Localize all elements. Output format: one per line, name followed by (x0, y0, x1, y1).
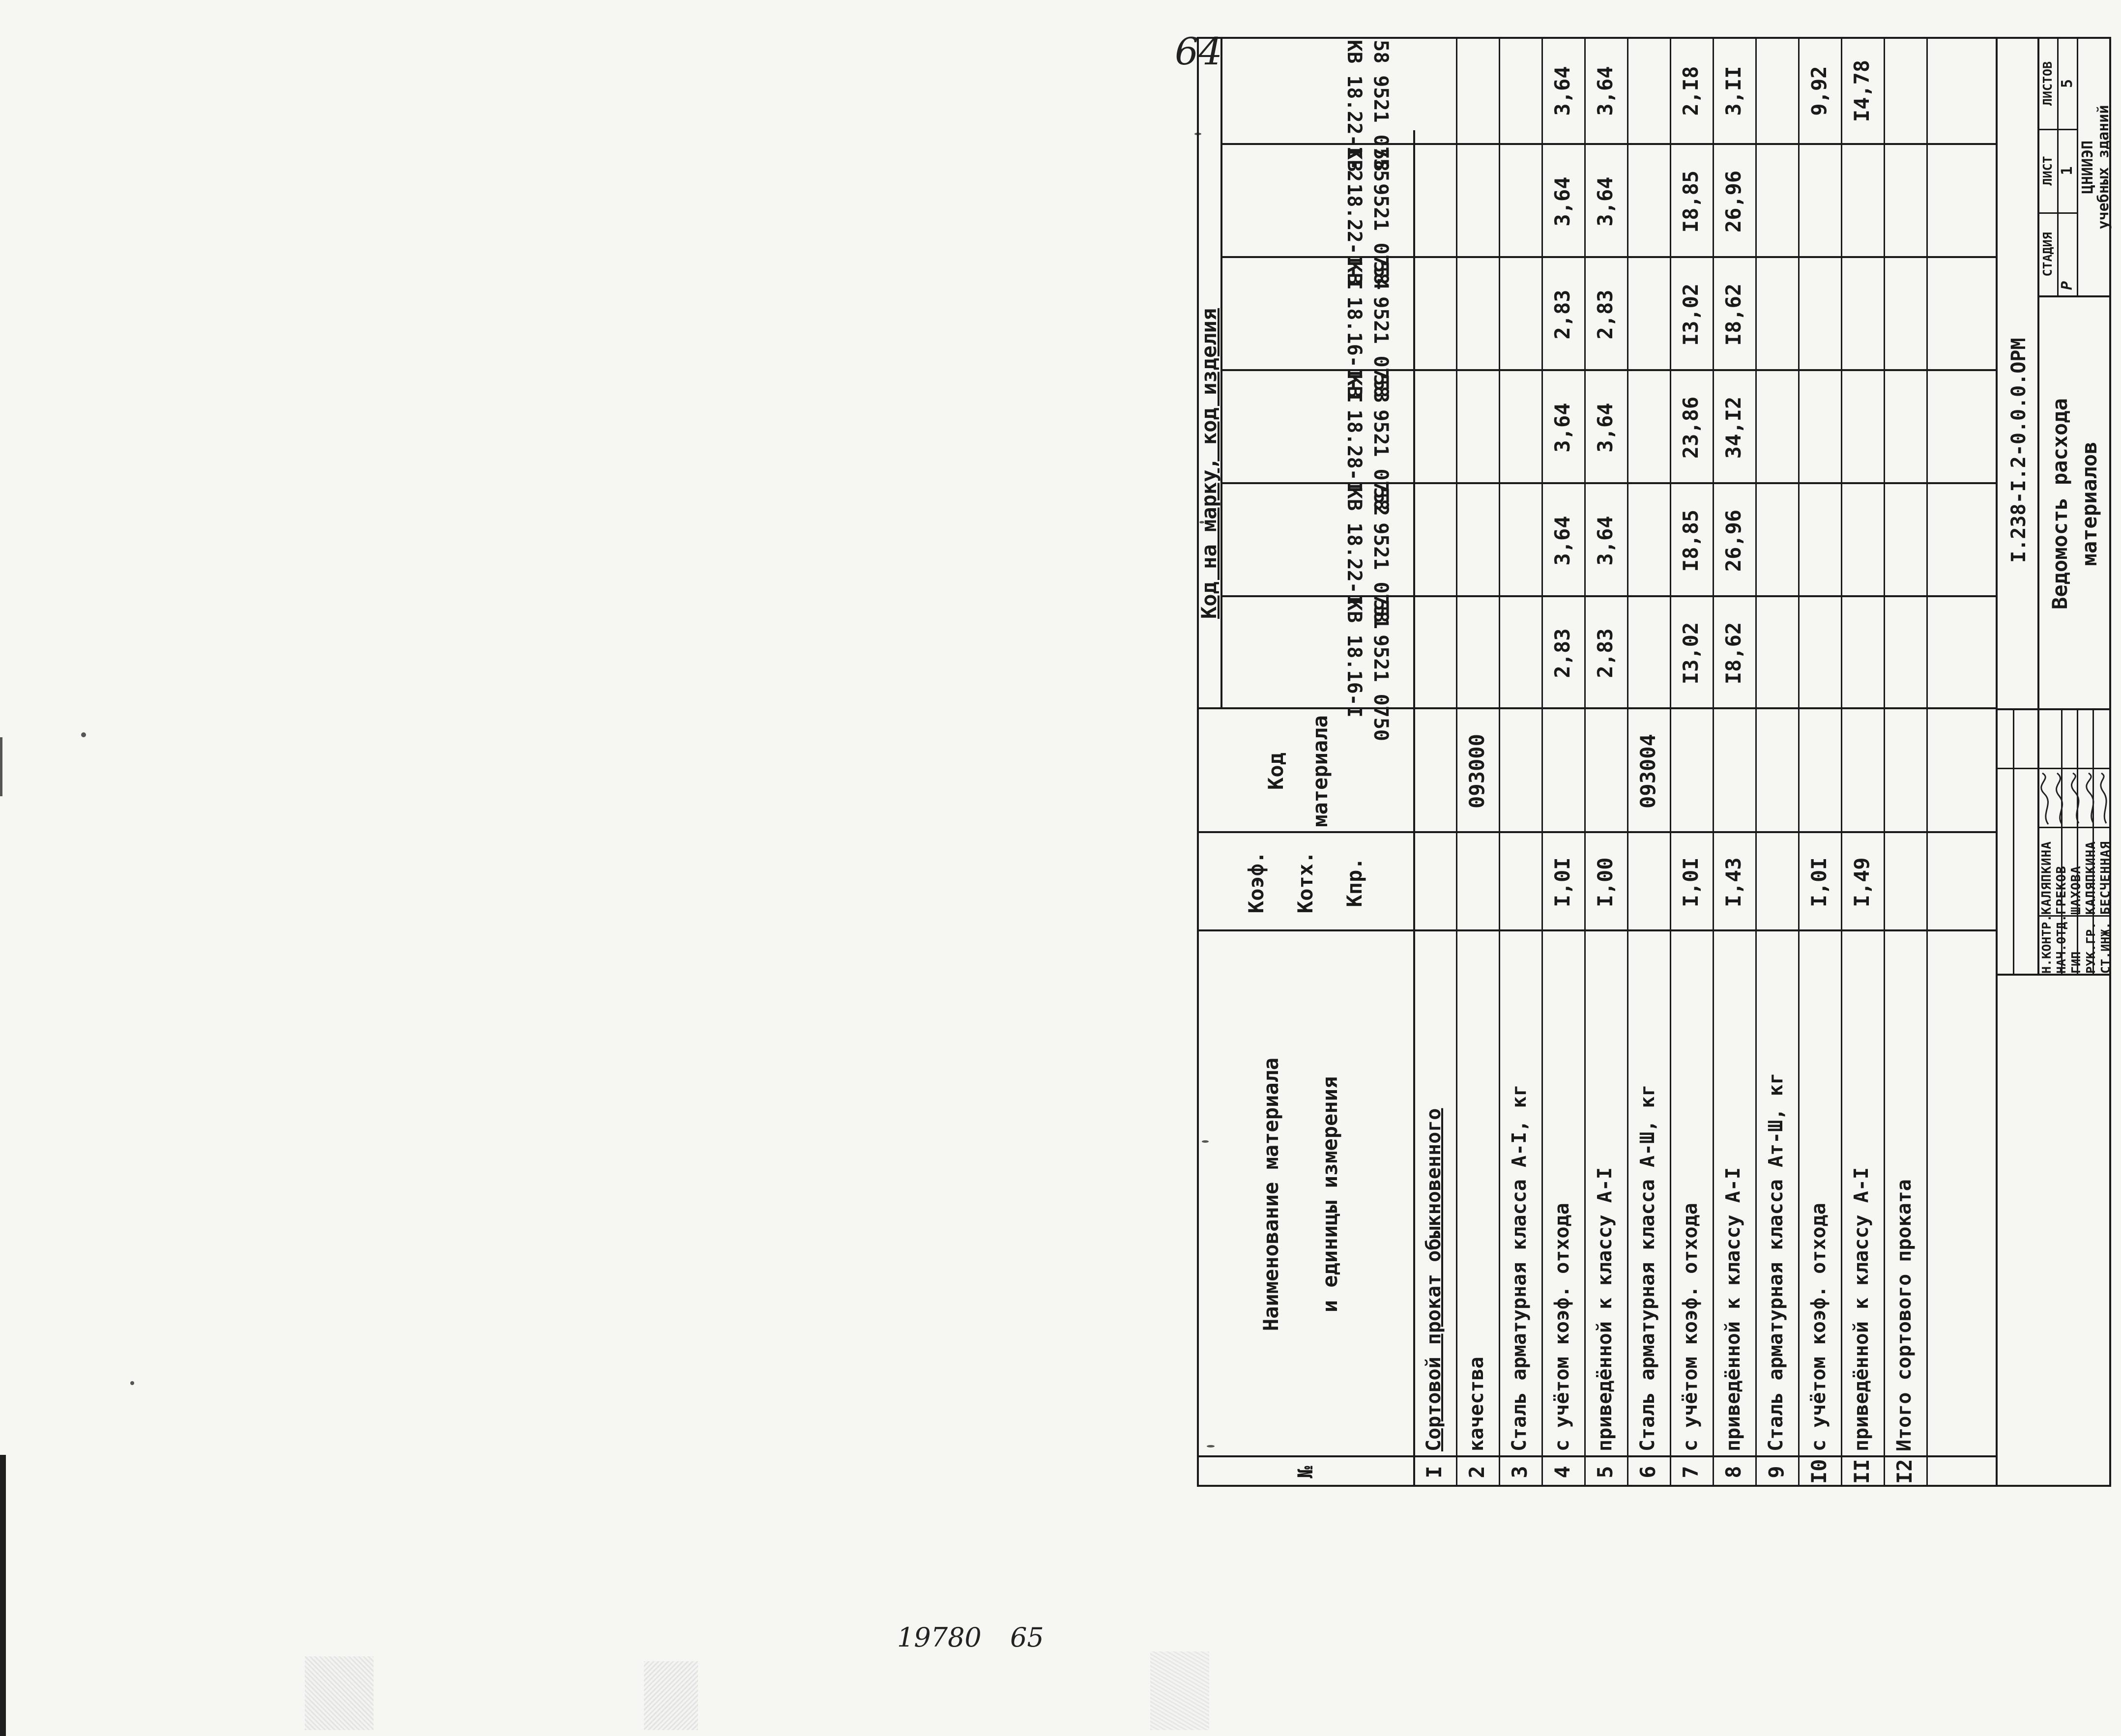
row-value: 2,83 (1593, 289, 1617, 340)
sheets-value: 5 (2059, 79, 2076, 88)
product-header-4-line1: КВ 18.16-I-I (1343, 261, 1366, 403)
org-line2: учебных зданий (2095, 105, 2112, 230)
handwritten-bottom-number: 19780 (897, 1622, 982, 1653)
row-value: 3,64 (1550, 176, 1574, 227)
rotated-sheet (1197, 0, 2121, 1634)
speck (130, 1381, 134, 1385)
row-number: 3 (1508, 1466, 1532, 1478)
row-value: 2,83 (1550, 628, 1574, 678)
row-name: Сталь арматурная класса Ат-Ш, кг (1765, 1072, 1787, 1451)
row-value: 3,II (1721, 66, 1745, 116)
row-code: 093004 (1636, 734, 1660, 809)
row-value: 3,64 (1550, 516, 1574, 566)
row-name: приведённой к классу А-I (1722, 1167, 1744, 1451)
org-line1: ЦНИИЭП (2079, 140, 2096, 194)
signature-name: БЕСЧЕННАЯ (2098, 841, 2113, 915)
row-value: 3,64 (1550, 66, 1574, 116)
row-value: I3,02 (1679, 622, 1703, 685)
product-header-2-line1: КВ 18.22-I (1343, 487, 1366, 606)
row-value: I8,85 (1679, 509, 1703, 572)
scan-noise (305, 1656, 374, 1730)
stamp-title-line2: материалов (2077, 441, 2101, 566)
row-number: 8 (1721, 1466, 1745, 1478)
row-number: 7 (1679, 1466, 1703, 1478)
row-value: I8,62 (1721, 622, 1745, 685)
binding-edge-left (0, 1455, 6, 1736)
row-value: 26,96 (1721, 170, 1745, 233)
scan-noise (1150, 1651, 1209, 1730)
header-koef-line3: Кпр. (1342, 857, 1366, 907)
row-number: 4 (1550, 1466, 1574, 1478)
row-number: 9 (1764, 1466, 1788, 1478)
row-value: 3,64 (1593, 176, 1617, 227)
stage-value: Р (2059, 281, 2076, 290)
product-header-6-line1: КВ 18.22-I-2 (1343, 40, 1366, 182)
row-name: Сталь арматурная класса А-Ш, кг (1636, 1084, 1659, 1451)
product-header-4-line2: 58 9521 0753 (1369, 261, 1392, 403)
header-koef-line2: Котх. (1293, 851, 1317, 914)
row-value: 2,83 (1550, 289, 1574, 340)
product-header-2-line2: 58 9521 0751 (1369, 487, 1392, 629)
signature-role: СТ.ИНЖ. (2098, 922, 2113, 974)
document-code: I.238-I.2-0.0.0.ОРМ (2007, 338, 2030, 563)
row-value: 23,86 (1679, 396, 1703, 459)
row-number: 2 (1465, 1466, 1489, 1478)
speck (81, 732, 86, 737)
row-number: 5 (1593, 1466, 1617, 1478)
row-value: 34,I2 (1721, 396, 1745, 459)
handwritten-bottom-number-2: 65 (1010, 1622, 1044, 1653)
row-number: II (1850, 1459, 1874, 1484)
header-num: № (1293, 1466, 1317, 1478)
row-value: 26,96 (1721, 509, 1745, 572)
row-number: I0 (1807, 1459, 1831, 1484)
row-number: 6 (1636, 1466, 1660, 1478)
row-value: 3,64 (1550, 403, 1574, 453)
row-value: 3,64 (1593, 516, 1617, 566)
row-koef: I,49 (1850, 857, 1874, 907)
row-koef: I,0I (1679, 857, 1703, 907)
signature-scribbles (2037, 769, 2111, 828)
signature-role: НАЧ.ОТД. (2054, 914, 2068, 974)
row-name: с учётом коэф. отхода (1551, 1203, 1573, 1451)
product-header-3-line1: КВ 18.28-I (1343, 374, 1366, 492)
row-number: I (1422, 1466, 1446, 1478)
signature-role: Н.КОНТР. (2039, 914, 2054, 974)
binding-edge-mark (0, 737, 2, 796)
stage-label: СТАДИЯ (2040, 232, 2055, 277)
row-name: приведённой к классу А-I (1594, 1167, 1616, 1451)
row-value: 3,64 (1593, 403, 1617, 453)
header-koef-line1: Коэф. (1244, 851, 1268, 914)
signature-role: ГИП (2069, 951, 2083, 974)
row-name: Сталь арматурная класса А-I, кг (1508, 1084, 1531, 1451)
signature-name: КАЛЯПКИНА (2084, 841, 2098, 915)
header-name-line2: и единицы измерения (1318, 1076, 1342, 1313)
handwritten-page-number: 64 (1175, 29, 1222, 73)
row-code: 093000 (1465, 734, 1489, 809)
row-koef: I,0I (1807, 857, 1831, 907)
row-koef: I,43 (1721, 857, 1745, 907)
row-value: I8,85 (1679, 170, 1703, 233)
row-number: I2 (1892, 1459, 1917, 1484)
product-header-1-line1: КВ 18.16-I (1343, 599, 1366, 718)
row-value: 2,83 (1593, 628, 1617, 678)
row-name: качества (1465, 1357, 1488, 1451)
product-header-5-line1: КВ 18.22-I-I (1343, 148, 1366, 290)
row-value: I4,78 (1850, 59, 1874, 122)
row-name: Сортовой прокат обыкновенного (1423, 1108, 1445, 1451)
row-koef: I,00 (1593, 857, 1617, 907)
product-header-6 (1343, 40, 1392, 182)
header-code-line1: Код (1264, 752, 1288, 790)
signature-role: РУК.ГР. (2084, 922, 2098, 974)
sheet-value: 1 (2059, 166, 2076, 175)
row-name: приведённой к классу А-I (1850, 1167, 1873, 1451)
sheet-label: ЛИСТ (2040, 156, 2055, 186)
product-header-5-line2: 58 9521 0754 (1369, 148, 1392, 290)
row-value: 2,I8 (1679, 66, 1703, 116)
product-header-6-line2: 58 9521 0755 (1369, 40, 1392, 182)
row-value: I8,62 (1721, 283, 1745, 346)
sheets-label: ЛИСТОВ (2040, 61, 2055, 106)
header-code-line2: материала (1308, 715, 1332, 827)
product-header-3-line2: 58 9521 0752 (1369, 374, 1392, 516)
product-header-1-line2: 58 9521 0750 (1369, 599, 1392, 741)
signature-name: КАЛЯПКИНА (2039, 841, 2054, 915)
scan-noise (644, 1661, 698, 1730)
row-value: 9,92 (1807, 66, 1831, 116)
row-value: I3,02 (1679, 283, 1703, 346)
header-product-code-title: Код на марку, код изделия (1197, 308, 1221, 619)
signature-name: ГРЕКОВ (2054, 866, 2069, 915)
header-name-line1: Наименование материала (1259, 1057, 1283, 1331)
row-value: 3,64 (1593, 66, 1617, 116)
row-name: с учётом коэф. отхода (1807, 1203, 1830, 1451)
signature-name: ШАХОВА (2069, 866, 2084, 915)
stamp-title-line1: Ведомость расхода (2048, 398, 2072, 609)
row-name: с учётом коэф. отхода (1679, 1203, 1702, 1451)
row-name: Итого сортового проката (1893, 1179, 1916, 1451)
row-koef: I,0I (1550, 857, 1574, 907)
